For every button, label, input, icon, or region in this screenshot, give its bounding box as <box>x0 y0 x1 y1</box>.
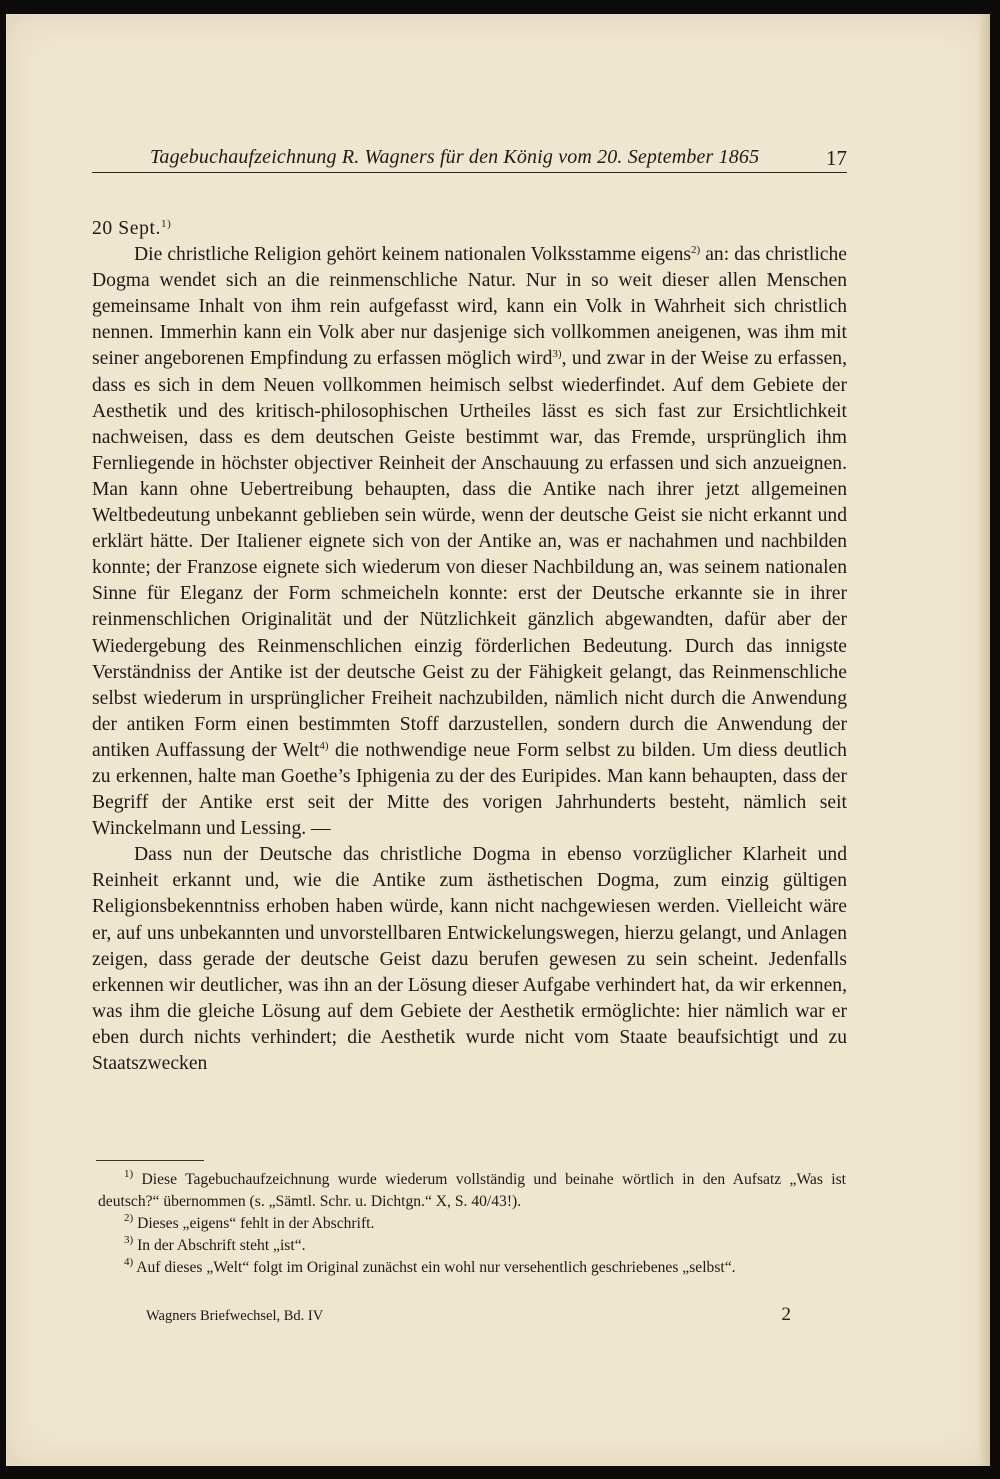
footer-signature: Wagners Briefwechsel, Bd. IV <box>146 1308 324 1324</box>
signature-number: 2 <box>781 1304 791 1325</box>
footnote-mark: 3) <box>124 1234 134 1246</box>
date-line <box>92 216 847 242</box>
footnotes <box>98 1169 846 1279</box>
paragraph-text: an: das christliche Dogma wendet sich an die reinmenschliche Natur. Nur in so weit dieser allen Menschen gemeinsame Inhalt von ihm rein aufgefasst wird, kann ein Volk in Wahrheit sich christlich nennen. Immerhin kann ein Volk aber nur dasjenige sich vollkommen aneigenen, was ihm mit seiner angeborenen Empfindung zu erfassen möglich wird <box>92 244 847 370</box>
paragraph-text: Dass nun der Deutsche das christliche Dogma in ebenso vorzüglicher Klarheit und Reinheit erkannt und, wie die Antike zum ästhetischen Dogma, zum einzig gültigen Religionsbekenntniss erhoben haben würde, kann nicht nachgewiesen werden. Vielleicht wäre er, auf uns unbekannten und unvorstellbaren Entwickelungswegen, hierzu gelangt, und Anlagen zeigen, dass gerade der deutsche Geist dazu berufen gewesen zu sein scheint. Jedenfalls erkennen wir deutlicher, was ihn an der Lösung dieser Aufgabe verhindert hat, da wir erkennen, was ihm die gleiche Lösung auf dem Gebiete der Aesthetik ermöglichte: hier nämlich war er eben durch nichts verhindert; die Aesthetik wurde nicht vom Staate beaufsichtigt und zu Staatszwecken <box>92 844 847 1074</box>
footnote-mark: 1) <box>124 1168 134 1180</box>
footnote-text: Dieses „eigens“ fehlt in der Abschrift. <box>133 1215 375 1232</box>
footnote <box>98 1235 846 1257</box>
footnote-mark: 4) <box>124 1256 134 1268</box>
footnote-mark: 2) <box>124 1212 134 1224</box>
paragraphs <box>92 242 847 1077</box>
running-header <box>92 136 847 173</box>
footnote <box>98 1257 846 1279</box>
paragraph-text: die nothwendige neue Form selbst zu bilden. Um diess deutlich zu erkennen, halte man Goethe’s Iphigenia zu der des Euripides. Man kann behaupten, dass der Begriff der Antike erst seit der Mitte des vorigen Jahrhunderts besteht, nämlich seit Winckelmann und Lessing. — <box>92 739 847 840</box>
footnote-text: Auf dieses „Welt“ folgt im Original zunächst ein wohl nur versehentlich geschriebenes „selbst“. <box>133 1259 736 1276</box>
footnote-text: In der Abschrift steht „ist“. <box>133 1237 306 1254</box>
paragraph <box>92 242 847 842</box>
paragraph-text: Die christliche Religion gehört keinem nationalen Volksstamme eigens <box>134 244 691 266</box>
running-title: Tagebuchaufzeichnung R. Wagners für den König vom 20. September 1865 <box>150 146 760 168</box>
body-text <box>92 216 847 1077</box>
paragraph <box>92 842 847 1077</box>
footnote-ref: 4) <box>319 739 329 752</box>
footnote <box>98 1213 846 1235</box>
footnote-ref: 3) <box>552 348 562 361</box>
page-spine-shadow <box>978 14 990 1466</box>
footnote-ref: 2) <box>691 244 701 257</box>
footnote <box>98 1169 846 1213</box>
footnote-ref: 1) <box>161 218 172 230</box>
footnote-rule <box>96 1160 204 1161</box>
page-number: 17 <box>826 146 847 170</box>
book-page <box>6 14 990 1466</box>
date-text: 20 Sept. <box>92 218 162 239</box>
footnote-text: Diese Tagebuchaufzeichnung wurde wiederum vollständig und beinahe wörtlich in den Aufsatz „Was ist deutsch?“ übernommen (s. „Sämtl. Schr. u. Dichtgn.“ X, S. 40/43!). <box>98 1171 846 1210</box>
paragraph-text: , und zwar in der Weise zu erfassen, dass es sich in dem Neuen vollkommen heimisch selbst wiederfindet. Auf dem Gebiete der Aesthetik und des kritisch-philosophischen Urtheiles lässt es sich fast zur Ersichtlichkeit nachweisen, dass es dem deutschen Geiste bestimmt war, das Fremde, ursprünglich ihm Fernliegende in höchster objectiver Reinheit der Anschauung zu erfassen und sich anzueignen. Man kann ohne Uebertreibung behaupten, dass die Antike nach ihrer jetzt allgemeinen Weltbedeutung unbekannt geblieben sein würde, wenn der deutsche Geist sie nicht erkannt und erklärt hätte. Der Italiener eignete sich von der Antike an, was er nachahmen und nachbilden konnte; der Franzose eignete sich wiederum von dieser Nachbildung an, was seinem nationalen Sinne für Eleganz der Form schmeicheln konnte: erst der Deutsche erkannte sie in ihrer reinmenschlichen Originalität und der Nützlichkeit gänzlich abgewandten, dafür aber der Wiedergebung des Reinmenschlichen einzig förderlichen Bedeutung. Durch das innigste Verständniss der Antike ist der deutsche Geist zu der Fähigkeit gelangt, das Reinmenschliche selbst wiederum in ursprünglicher Freiheit nachzubilden, nämlich nicht durch die Anwendung der antiken Form einen bestimmten Stoff darzustellen, sondern durch die Anwendung der antiken Auffassung der Welt <box>92 348 847 761</box>
